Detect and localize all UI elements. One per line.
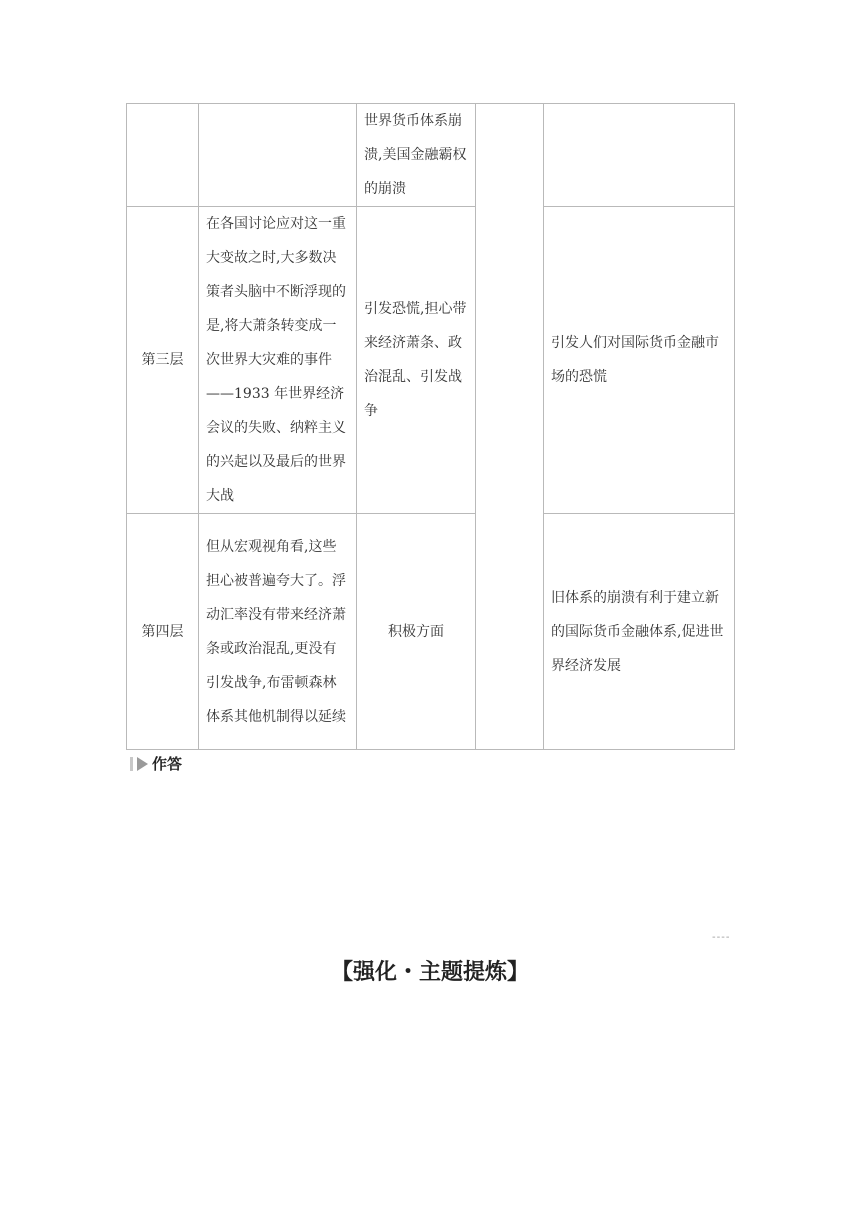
table-cell xyxy=(199,104,357,207)
triangle-marker-icon xyxy=(137,757,148,771)
table-cell-merged xyxy=(476,104,544,750)
meaning: 引发人们对国际货币金融市场的恐慌 xyxy=(544,207,735,514)
source-text: 在各国讨论应对这一重大变故之时,大多数决策者头脑中不断浮现的是,将大萧条转变成一次世界大灾难的事件——1933 年世界经济会议的失败、纳粹主义的兴起以及最后的世界大战 xyxy=(199,207,357,514)
analysis-table xyxy=(126,103,735,750)
table-row xyxy=(127,514,735,750)
layer-label: 第四层 xyxy=(127,514,199,750)
meaning: 旧体系的崩溃有利于建立新的国际货币金融体系,促进世界经济发展 xyxy=(544,514,735,750)
key-point: 积极方面 xyxy=(357,514,476,750)
table-cell: 世界货币体系崩溃,美国金融霸权的崩溃 xyxy=(357,104,476,207)
table-cell xyxy=(544,104,735,207)
dash-mark: ---- xyxy=(712,932,731,943)
table-row xyxy=(127,207,735,514)
layer-label: 第三层 xyxy=(127,207,199,514)
table-cell xyxy=(127,104,199,207)
source-text: 但从宏观视角看,这些担心被普遍夸大了。浮动汇率没有带来经济萧条或政治混乱,更没有引发战争,布雷顿森林体系其他机制得以延续 xyxy=(199,514,357,750)
table-row xyxy=(127,104,735,207)
bar-icon xyxy=(130,757,133,771)
section-title: 【强化・主题提炼】 xyxy=(330,960,529,985)
answer-label-text: 作答 xyxy=(152,755,183,773)
key-point: 引发恐慌,担心带来经济萧条、政治混乱、引发战争 xyxy=(357,207,476,514)
answer-heading xyxy=(130,753,182,774)
